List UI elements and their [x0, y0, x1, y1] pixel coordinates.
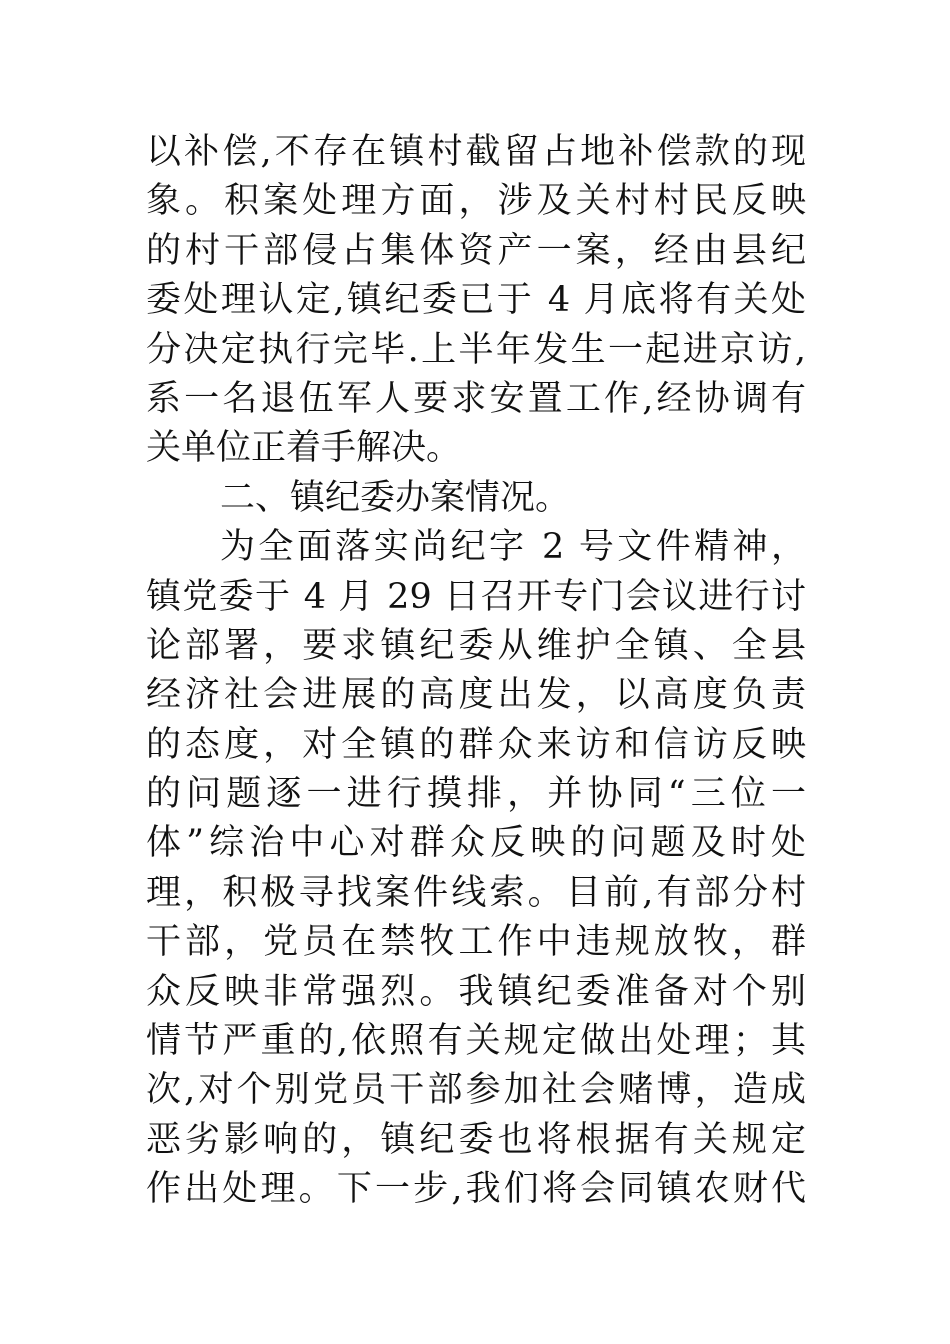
text-line: 的问题逐一进行摸排，并协同“三位一 — [146, 774, 806, 815]
text-line: 次,对个别党员干部参加社会赌博，造成 — [146, 1070, 806, 1111]
text-line: 以补偿,不存在镇村截留占地补偿款的现 — [146, 132, 806, 172]
text-line: 论部署，要求镇纪委从维护全镇、全县 — [146, 625, 806, 666]
text-line: 恶劣影响的，镇纪委也将根据有关规定 — [146, 1119, 806, 1160]
text-line: 经济社会进展的高度出发，以高度负责 — [146, 675, 806, 716]
text-line: 理，积极寻找案件线索。目前,有部分村 — [146, 872, 806, 913]
text-line: 作出处理。下一步,我们将会同镇农财代 — [146, 1169, 806, 1210]
section-heading: 二、镇纪委办案情况。 — [220, 477, 571, 518]
text-line: 的村干部侵占集体资产一案，经由县纪 — [146, 230, 806, 271]
text-line: 众反映非常强烈。我镇纪委准备对个别 — [146, 971, 806, 1012]
text-line: 为全面落实尚纪字 2 号文件精神， — [220, 527, 806, 568]
text-line: 分决定执行完毕.上半年发生一起进京访, — [146, 329, 806, 370]
text-line: 委处理认定,镇纪委已于 4 月底将有关处 — [146, 280, 806, 321]
text-line: 的态度，对全镇的群众来访和信访反映 — [146, 724, 806, 765]
text-line: 镇党委于 4 月 29 日召开专门会议进行讨 — [146, 576, 806, 617]
body-text — [146, 128, 806, 1215]
text-line: 体”综治中心对群众反映的问题及时处 — [146, 823, 806, 864]
text-line: 象。积案处理方面，涉及关村村民反映 — [146, 181, 806, 222]
text-line: 系一名退伍军人要求安置工作,经协调有 — [146, 378, 806, 419]
text-line: 干部，党员在禁牧工作中违规放牧，群 — [146, 922, 806, 963]
text-line: 关单位正着手解决。 — [146, 428, 462, 469]
text-line: 情节严重的,依照有关规定做出处理；其 — [146, 1021, 806, 1062]
